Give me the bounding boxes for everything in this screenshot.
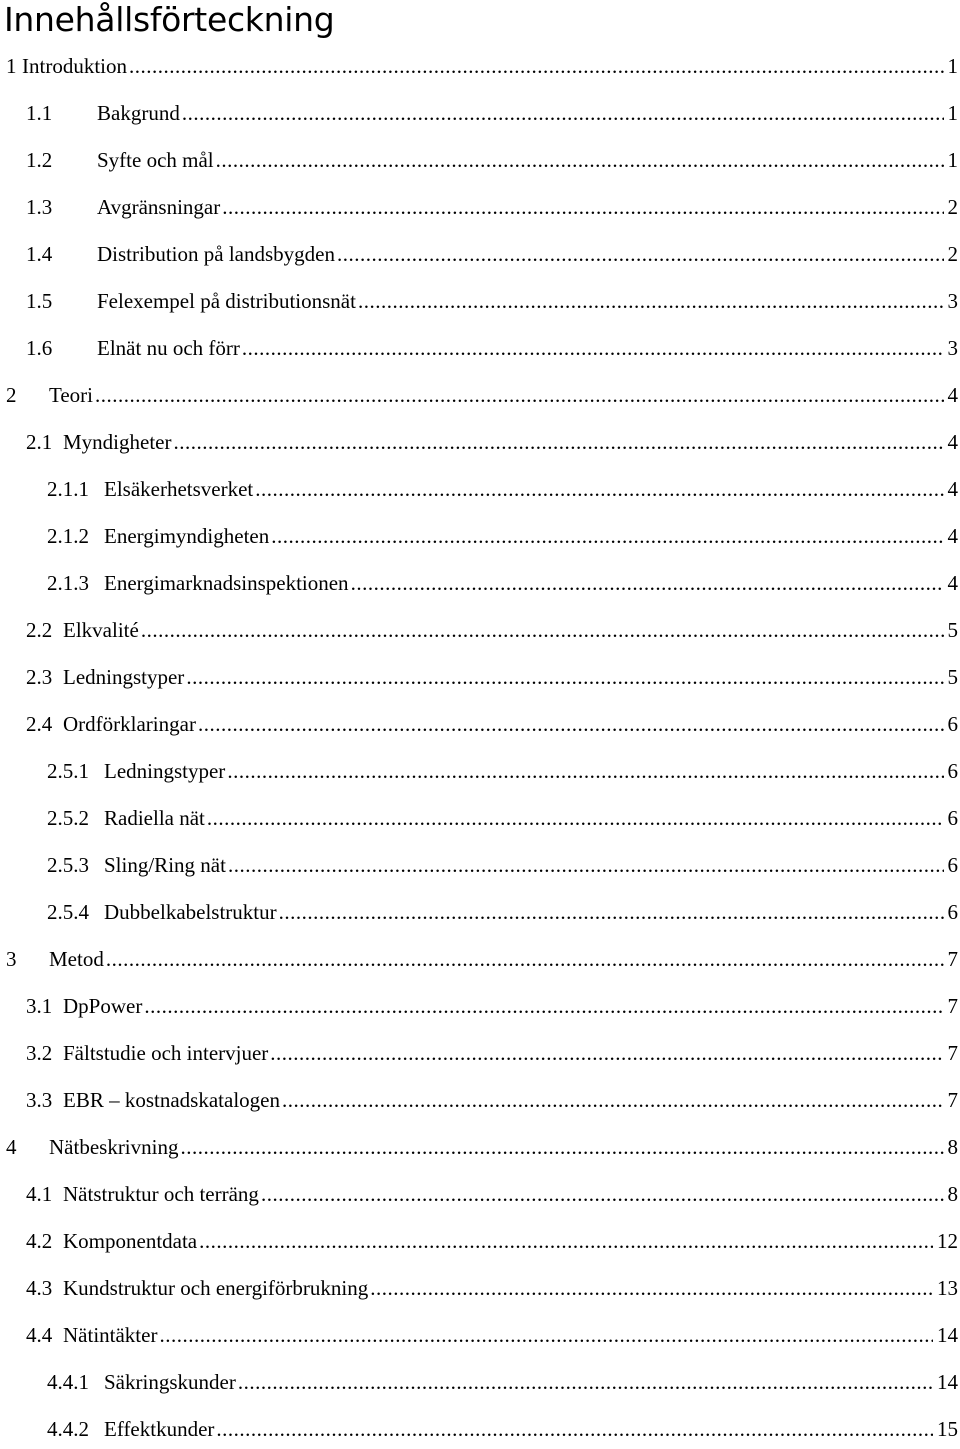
toc-dot-leader (238, 1362, 933, 1402)
toc-entry-page: 8 (948, 1174, 960, 1214)
toc-entry-number: 3 (6, 939, 49, 979)
toc-entry-title: Metod (49, 939, 104, 979)
toc-entry-number: 2.5.4 (47, 892, 104, 932)
toc-entry[interactable] (0, 328, 960, 368)
toc-entry-number: 4.4.1 (47, 1362, 104, 1402)
toc-entry[interactable] (0, 751, 960, 791)
toc-entry-number: 3.1 (26, 986, 63, 1026)
toc-entry-title: Elsäkerhetsverket (104, 469, 253, 509)
toc-dot-leader (95, 375, 943, 415)
toc-entry-page: 5 (948, 610, 960, 650)
toc-entry-title: Distribution på landsbygden (97, 234, 335, 274)
toc-entry[interactable] (0, 939, 960, 979)
toc-entry-number: 2 (6, 375, 49, 415)
toc-entry-number: 4.1 (26, 1174, 63, 1214)
toc-dot-leader (351, 563, 944, 603)
toc-entry-number: 1.5 (26, 281, 97, 321)
page-title: Innehållsförteckning (4, 0, 334, 42)
toc-entry-page: 6 (948, 892, 960, 932)
toc-dot-leader (255, 469, 943, 509)
toc-entry-title: Avgränsningar (97, 187, 220, 227)
toc-entry-number: 4.4.2 (47, 1409, 104, 1449)
toc-dot-leader (129, 46, 944, 86)
toc-entry[interactable] (0, 986, 960, 1026)
toc-dot-leader (271, 516, 943, 556)
toc-entry-page: 1 (948, 140, 960, 180)
toc-entry[interactable] (0, 234, 960, 274)
toc-entry[interactable] (0, 1315, 960, 1355)
toc-entry-title: EBR – kostnadskatalogen (63, 1080, 280, 1120)
toc-entry-number: 2.5.3 (47, 845, 104, 885)
toc-dot-leader (186, 657, 943, 697)
toc-entry-page: 5 (948, 657, 960, 697)
toc-entry[interactable] (0, 469, 960, 509)
toc-entry[interactable] (0, 563, 960, 603)
toc-entry-number: 1.3 (26, 187, 97, 227)
toc-entry-page: 4 (948, 469, 960, 509)
toc-entry-number: 3.3 (26, 1080, 63, 1120)
toc-entry-number: 1.1 (26, 93, 97, 133)
toc-entry[interactable] (0, 375, 960, 415)
toc-entry[interactable] (0, 798, 960, 838)
toc-entry-page: 2 (948, 234, 960, 274)
toc-dot-leader (180, 1127, 943, 1167)
toc-entry-title: Effektkunder (104, 1409, 214, 1449)
toc-entry-number: 2.1 (26, 422, 63, 462)
toc-entry-title: Elnät nu och förr (97, 328, 240, 368)
toc-entry-title: Energimarknadsinspektionen (104, 563, 349, 603)
toc-dot-leader (106, 939, 944, 979)
toc-entry[interactable] (0, 1080, 960, 1120)
toc-entry[interactable] (0, 845, 960, 885)
toc-entry-page: 6 (948, 704, 960, 744)
toc-entry-title: Säkringskunder (104, 1362, 236, 1402)
toc-entry-title: Elkvalité (63, 610, 139, 650)
toc-dot-leader (261, 1174, 944, 1214)
toc-entry-page: 3 (948, 328, 960, 368)
toc-entry[interactable] (0, 281, 960, 321)
toc-entry-number: 1.2 (26, 140, 97, 180)
toc-entry-title: Nätintäkter (63, 1315, 157, 1355)
toc-entry-page: 3 (948, 281, 960, 321)
toc-dot-leader (216, 140, 944, 180)
toc-entry[interactable] (0, 657, 960, 697)
toc-entry-number: 2.4 (26, 704, 63, 744)
toc-dot-leader (141, 610, 944, 650)
toc-entry[interactable] (0, 1221, 960, 1261)
toc-dot-leader (144, 986, 943, 1026)
toc-entry-title: Fältstudie och intervjuer (63, 1033, 268, 1073)
toc-entry-number: 4.4 (26, 1315, 63, 1355)
toc-dot-leader (358, 281, 944, 321)
toc-entry-number: 4 (6, 1127, 49, 1167)
toc-entry-number: 2.1.1 (47, 469, 104, 509)
toc-entry-number: 2.1.3 (47, 563, 104, 603)
toc-entry[interactable] (0, 1268, 960, 1308)
toc-entry-title: Ledningstyper (63, 657, 184, 697)
toc-entry[interactable] (0, 1033, 960, 1073)
toc-entry-page: 12 (937, 1221, 960, 1261)
toc-entry[interactable] (0, 1127, 960, 1167)
toc-entry[interactable] (0, 704, 960, 744)
toc-entry-page: 14 (937, 1315, 960, 1355)
toc-dot-leader (207, 798, 944, 838)
toc-entry-number: 1.4 (26, 234, 97, 274)
toc-entry-title: Introduktion (22, 46, 127, 86)
toc-entry-title: Dubbelkabelstruktur (104, 892, 277, 932)
toc-entry-page: 7 (948, 939, 960, 979)
toc-entry-page: 4 (948, 422, 960, 462)
toc-entry-title: Nätstruktur och terräng (63, 1174, 259, 1214)
toc-entry-page: 2 (948, 187, 960, 227)
toc-entry[interactable] (0, 422, 960, 462)
toc-dot-leader (228, 845, 944, 885)
toc-entry-page: 15 (937, 1409, 960, 1449)
toc-entry-title: Ledningstyper (104, 751, 225, 791)
toc-dot-leader (282, 1080, 944, 1120)
toc-dot-leader (227, 751, 943, 791)
toc-entry-page: 4 (948, 563, 960, 603)
toc-entry-title: Komponentdata (63, 1221, 197, 1261)
toc-entry[interactable] (0, 1174, 960, 1214)
toc-dot-leader (222, 187, 943, 227)
toc-dot-leader (370, 1268, 933, 1308)
toc-dot-leader (216, 1409, 933, 1449)
toc-entry-page: 7 (948, 1080, 960, 1120)
toc-entry[interactable] (0, 1362, 960, 1402)
toc-entry-title: Energimyndigheten (104, 516, 269, 556)
toc-entry-page: 6 (948, 845, 960, 885)
toc-entry-number: 4.3 (26, 1268, 63, 1308)
toc-entry-page: 6 (948, 751, 960, 791)
toc-entry-number: 2.1.2 (47, 516, 104, 556)
toc-entry[interactable] (0, 93, 960, 133)
toc-entry-title: Bakgrund (97, 93, 180, 133)
toc-entry-title: DpPower (63, 986, 142, 1026)
toc-dot-leader (242, 328, 944, 368)
toc-entry-page: 6 (948, 798, 960, 838)
toc-dot-leader (173, 422, 943, 462)
toc-entry-page: 14 (937, 1362, 960, 1402)
toc-entry-title: Radiella nät (104, 798, 205, 838)
toc-entry[interactable] (0, 46, 960, 86)
toc-dot-leader (337, 234, 944, 274)
toc-entry-page: 13 (937, 1268, 960, 1308)
toc-entry-title: Ordförklaringar (63, 704, 196, 744)
toc-entry-page: 8 (948, 1127, 960, 1167)
toc-entry-page: 7 (948, 986, 960, 1026)
toc-entry-page: 7 (948, 1033, 960, 1073)
toc-entry-title: Nätbeskrivning (49, 1127, 178, 1167)
toc-dot-leader (199, 1221, 933, 1261)
toc-entry-number: 1 (6, 46, 22, 86)
toc-entry-title: Myndigheter (63, 422, 171, 462)
toc-dot-leader (182, 93, 944, 133)
toc-dot-leader (279, 892, 944, 932)
toc-entry[interactable] (0, 610, 960, 650)
toc-entry-title: Kundstruktur och energiförbrukning (63, 1268, 368, 1308)
toc-entry-number: 2.5.2 (47, 798, 104, 838)
toc-dot-leader (198, 704, 944, 744)
toc-entry[interactable] (0, 1409, 960, 1449)
toc-entry-number: 1.6 (26, 328, 97, 368)
toc-entry-title: Syfte och mål (97, 140, 214, 180)
toc-entry-number: 4.2 (26, 1221, 63, 1261)
toc-entry-page: 4 (948, 375, 960, 415)
toc-entry-title: Teori (49, 375, 93, 415)
toc-entry-title: Sling/Ring nät (104, 845, 226, 885)
toc-entry-number: 2.3 (26, 657, 63, 697)
toc-entry-title: Felexempel på distributionsnät (97, 281, 356, 321)
toc-dot-leader (270, 1033, 943, 1073)
toc-entry-page: 4 (948, 516, 960, 556)
toc-entry[interactable] (0, 187, 960, 227)
toc-entry-page: 1 (948, 93, 960, 133)
toc-entry-number: 2.2 (26, 610, 63, 650)
toc-entry[interactable] (0, 140, 960, 180)
toc-entry-number: 3.2 (26, 1033, 63, 1073)
toc-entry-number: 2.5.1 (47, 751, 104, 791)
toc-entry[interactable] (0, 892, 960, 932)
toc-dot-leader (159, 1315, 933, 1355)
toc-entry-page: 1 (948, 46, 960, 86)
toc-entry[interactable] (0, 516, 960, 556)
